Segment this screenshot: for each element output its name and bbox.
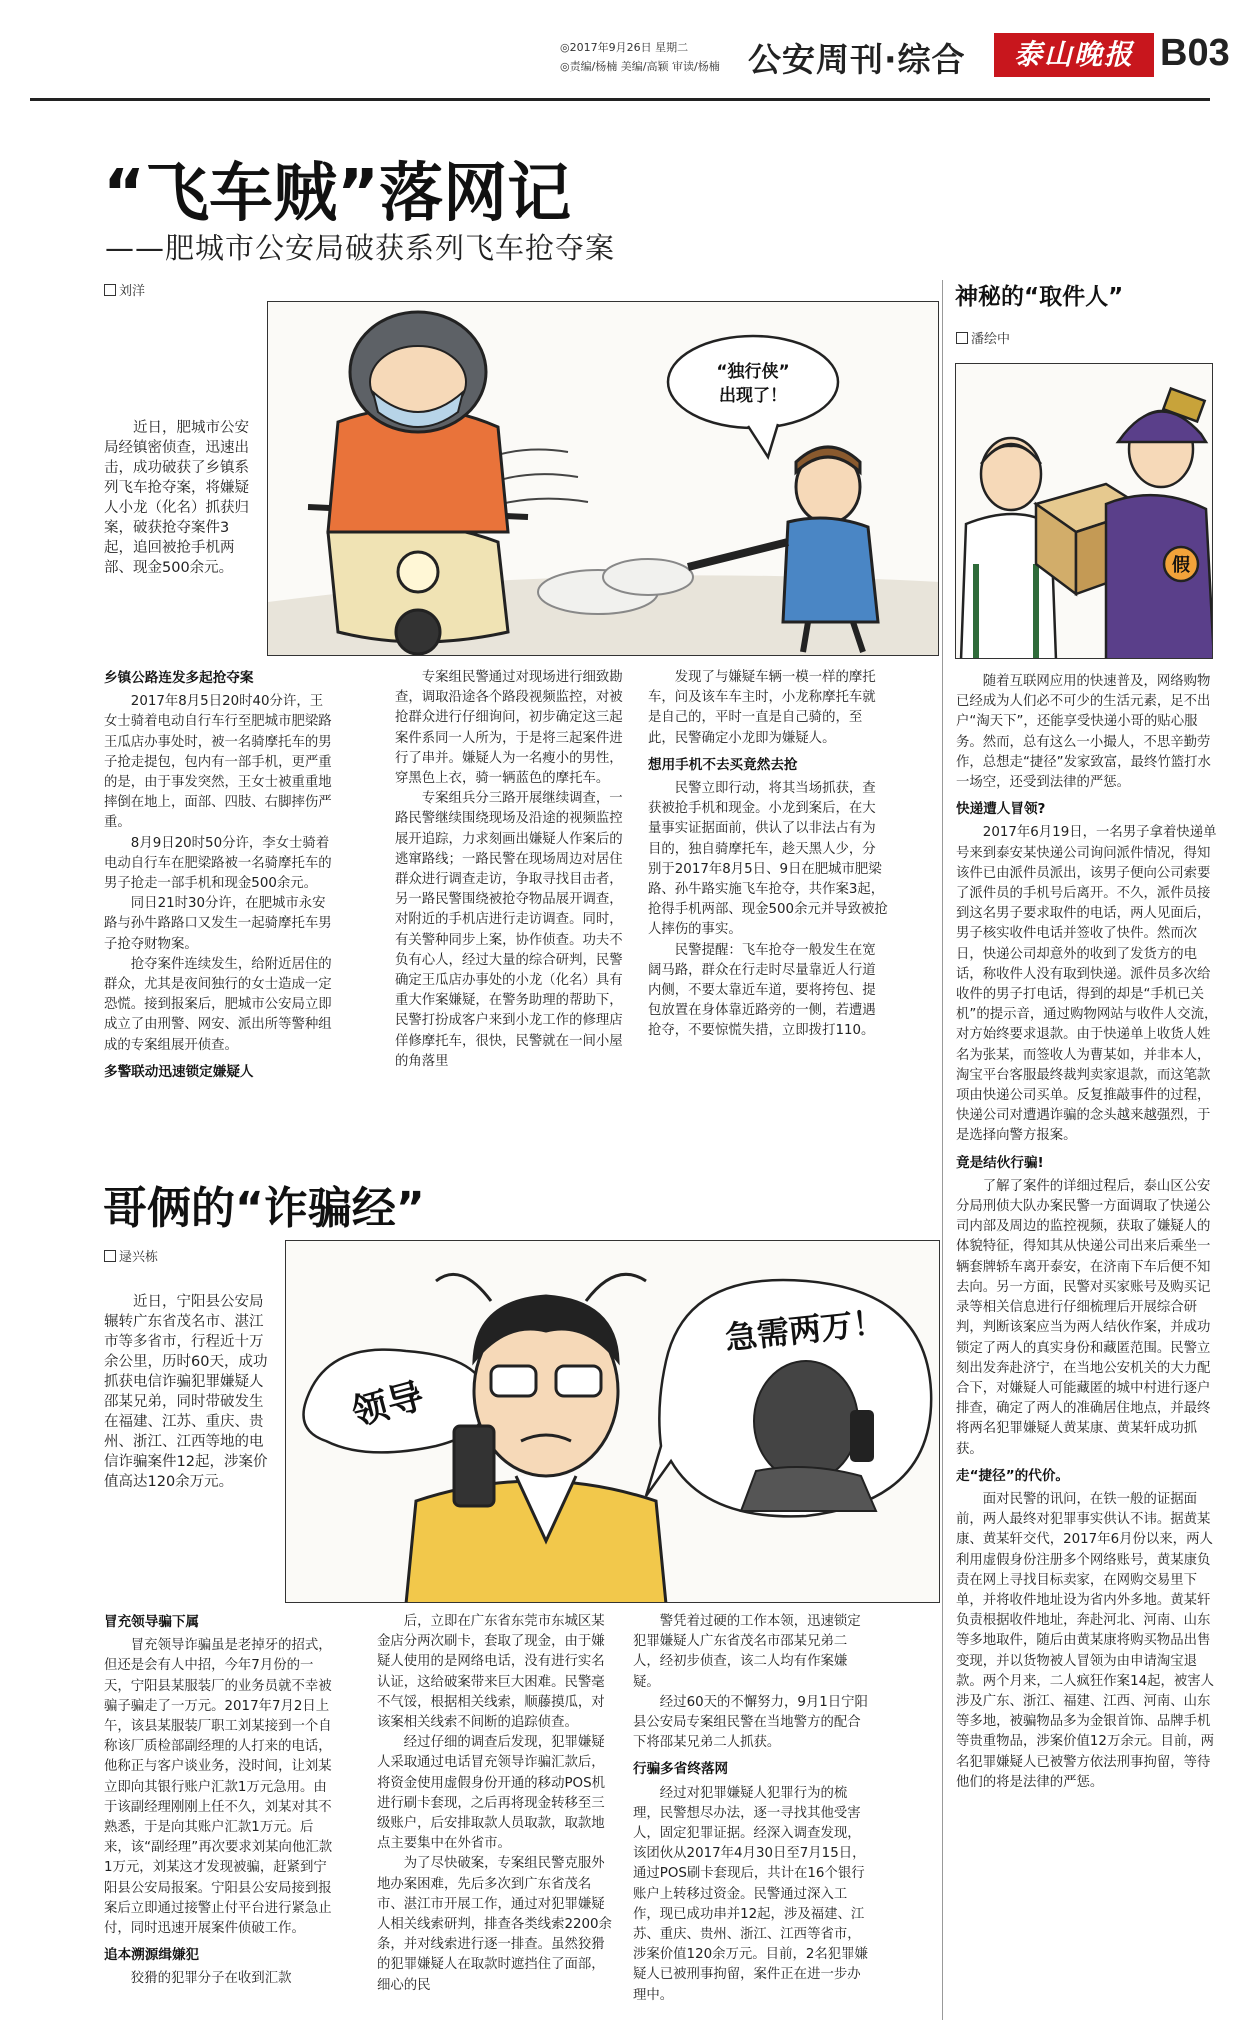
paragraph: 经过对犯罪嫌疑人犯罪行为的梳理，民警想尽办法，逐一寻找其他受害人，固定犯罪证据。经深入调查发现，该团伙从2017年4月30日至7月15日，通过POS刷卡套现后，共计在16个银行账户上转移过资金。民警通过深入工作，现已成功串并12起，涉及福建、江苏、重庆、贵州、浙江、江西等省市，涉案价值120余万元。目前，2名犯罪嫌疑人已被刑事拘留，案件正在进一步办理中。	[633, 1785, 868, 2003]
paragraph: 冒充领导诈骗虽是老掉牙的招式，但还是会有人中招，今年7月份的一天，宁阳县某服装厂的业务员就不幸被骗子骗走了一万元。2017年7月2日上午，该县某服装厂职工刘某接到一个自称该厂质检部副经理的人打来的电话，他称正与客户谈业务，没时间，让刘某立即向其银行账户汇款1万元急用。由于该副经理刚刚上任不久，刘某对其不熟悉，于是向其账户汇款1万元。后来，该“副经理”再次要求刘某向他汇款1万元，刘某这才发现被骗，赶紧到宁阳县公安局报案。宁阳县公安局接到报案后立即通过接警止付平台进行紧急止付，同时迅速开展案件侦破工作。	[104, 1638, 333, 1937]
story3-illustration	[955, 363, 1213, 659]
subheading: 冒充领导骗下属	[104, 1614, 200, 1630]
subheading: 行骗多省终落网	[633, 1761, 729, 1778]
paragraph: 面对民警的讯问，在铁一般的证据面前，两人最终对犯罪事实供认不讳。据黄某康、黄某轩交代，2017年6月份以来，两人利用虚假身份注册多个网络账号，黄某康负责在网上寻找目标卖家，在网购交易里下单，并将收件地址设为省内外多地。黄某轩负责根据收件地址，奔赴河北、河南、山东等多地取件，随后由黄某康将购买物品出售变现，并以货物被人冒领为由申请淘宝退款。两个月来，二人疯狂作案14起，被害人涉及广东、浙江、福建、江西、河南、山东等多地，被骗物品多为金银首饰、品牌手机等贵重物品，涉案价值12万余元。目前，两名犯罪嫌疑人已被警方依法刑事拘留，等待他们的将是法律的严惩。	[956, 1491, 1215, 1790]
paragraph: 狡猾的犯罪分子在收到汇款	[130, 1971, 292, 1987]
story1-illustration	[267, 301, 939, 656]
story2-lead: 近日，宁阳县公安局辗转广东省茂名市、湛江市等多省市，行程近十万余公里，历时60天，成功抓获电信诈骗犯罪嫌疑人邵某兄弟，同时带破发生在福建、江苏、重庆、贵州、浙江、江西等地的电信诈骗案件12起，涉案价值高达120余万元。	[104, 1294, 268, 1490]
paragraph: 后，立即在广东省东莞市东城区某金店分两次刷卡，套取了现金，由于嫌疑人使用的是网络电话，没有进行实名认证，这给破案带来巨大困难。民警毫不气馁，根据相关线索，顺藤摸瓜，对该案相关线索不间断的追踪侦查。	[377, 1614, 605, 1731]
story1-subtitle: ——肥城市公安局破获系列飞车抢夺案	[105, 231, 616, 265]
motorbike-thief-illustration	[268, 302, 939, 656]
paragraph: 经过60天的不懈努力，9月1日宁阳县公安局专案组民警在当地警方的配合下将邵某兄弟二人抓获。	[633, 1694, 868, 1751]
story3-body	[956, 672, 1218, 2032]
story3-title: 神秘的“取件人”	[955, 284, 1124, 310]
paragraph: 警凭着过硬的工作本领，迅速锁定犯罪嫌疑人广东省茂名市邵某兄弟二人，经初步侦查，该二人均有作案嫌疑。	[633, 1614, 861, 1690]
story2-byline: 逯兴栋	[104, 1246, 158, 1265]
story2-title: 哥俩的“诈骗经”	[103, 1183, 425, 1234]
story1-col1	[104, 668, 336, 1098]
paragraph: 经过仔细的调查后发现，犯罪嫌疑人采取通过电话冒充领导诈骗汇款后，将资金使用虚假身份开通的移动POS机进行刷卡套现，之后再将现金转移至三级账户，后安排取款人员取款，取款地点主要集中在外省市。	[377, 1735, 605, 1852]
header-editors: ◎责编/杨楠 美编/高颖 审读/杨楠	[560, 60, 720, 73]
paragraph: 专案组民警通过对现场进行细致勘查，调取沿途各个路段视频监控，对被抢群众进行仔细询问，初步确定这三起案件系同一人所为，于是将三起案件进行了串并。嫌疑人为一名瘦小的男性，穿黑色上衣，骑一辆蓝色的摩托车。	[395, 670, 623, 787]
subheading: 想用手机不去买竟然去抢	[648, 756, 798, 773]
fake-badge-label: 假	[1172, 555, 1190, 576]
paragraph: 抢夺案件连续发生，给附近居住的群众，尤其是夜间独行的女士造成一定恐慌。接到报案后，肥城市公安局立即成立了由刑警、网安、派出所等警种组成的专案组展开侦查。	[104, 956, 332, 1053]
paragraph: 专案组兵分三路开展继续调查，一路民警继续围绕现场及沿途的视频监控展开追踪，力求刻画出嫌疑人作案后的逃窜路线；一路民警在现场周边对居住群众进行调查走访，争取寻找目击者，另一路民警围绕被抢夺物品展开调查，对附近的手机店进行走访调查。同时，有关警种同步上案，协作侦查。功夫不负有心人，经过大量的综合研判，民警确定王瓜店办事处的小龙（化名）具有重大作案嫌疑，在警务助理的帮助下，民警打扮成客户来到小龙工作的修理店佯修摩托车，很快，民警就在一间小屋的角落里	[395, 791, 623, 1069]
fake-courier-illustration	[956, 364, 1213, 659]
paragraph: 同日21时30分许，在肥城市永安路与孙牛路路口又发生一起骑摩托车男子抢夺财物案。	[104, 896, 332, 952]
paragraph: 随着互联网应用的快速普及，网络购物已经成为人们必不可少的生活元素，足不出户“淘天下”，还能享受快递小哥的贴心服务。然而，总有这么一小撮人，不思辛勤劳作，总想走“捷径”发家致富，最终竹篮打水一场空，还受到法律的严惩。	[956, 674, 1211, 791]
paragraph: 2017年6月19日，一名男子拿着快递单号来到泰安某快递公司询问派件情况，得知该件已由派件员派出，该男子便向公司索要了派件员的手机号后离开。不久，派件员接到这名男子要求取件的电话，两人见面后，男子核实收件电话并签收了快件。然而次日，快递公司却意外的收到了发货方的电话，称收件人没有取到快递。派件员多次给收件的男子打电话，得到的却是“手机已关机”的提示音，通过购物网站与收件人交流，对方始终要求退款。由于快递单上收货人姓名为张某，而签收人为曹某如，并非本人，淘宝平台客服最终裁判卖家退款，而这笔款项由快递公司买单。反复推敲事件的过程，快递公司对遭遇诈骗的念头越来越强烈，于是选择向警方报案。	[956, 825, 1218, 1144]
paragraph: 2017年8月5日20时40分许，王女士骑着电动自行车行至肥城市肥梁路王瓜店办事处时，被一名骑摩托车的男子抢走提包，包内有一部手机，更严重的是，由于事发突然，王女士被重重地摔倒在地上，面部、四肢、右脚摔伤严重。	[104, 694, 332, 831]
subheading: 走“捷径”的代价。	[956, 1467, 1070, 1484]
section-title: 公安周刊·综合	[748, 40, 966, 79]
story2-col2	[377, 1612, 612, 2032]
story1-title: “飞车贼”落网记	[103, 157, 572, 231]
paragraph: 发现了与嫌疑车辆一模一样的摩托车，问及该车车主时，小龙称摩托车就是自己的，平时一直是自己骑的，至此，民警确定小龙即为嫌疑人。	[648, 670, 876, 746]
subheading: 快递遭人冒领?	[956, 801, 1046, 818]
column-divider	[942, 280, 943, 2020]
header-date: ◎2017年9月26日 星期二	[560, 41, 689, 54]
story2-bubble-right: 急需两万！	[723, 1302, 887, 1358]
paragraph: 民警提醒：飞车抢夺一般发生在宽阔马路，群众在行走时尽量靠近人行道内侧，不要太靠近车道，要将挎包、提包放置在身体靠近路旁的一侧，若遭遇抢夺，不要惊慌失措，立即拨打110。	[648, 942, 876, 1039]
story1-lead: 近日，肥城市公安局经镇密侦查，迅速出击，成功破获了乡镇系列飞车抢夺案，将嫌疑人小龙（化名）抓获归案，破获抢夺案件3起，追回被抢手机两部、现金500余元。	[104, 420, 249, 576]
header-meta	[560, 38, 740, 76]
newspaper-logo: 泰山晚报	[994, 33, 1154, 77]
story3-byline: 潘绘中	[956, 328, 1010, 347]
story2-bubble-left: 领导	[347, 1375, 429, 1435]
story2-col1	[104, 1612, 336, 2032]
story1-col2	[395, 668, 630, 1098]
story1-col3	[648, 668, 888, 1098]
story1-bubble-text: “独行侠”出现了！	[716, 362, 790, 406]
story1-byline: 刘洋	[104, 280, 145, 299]
phone-scam-illustration	[286, 1241, 940, 1603]
subheading: 追本溯源缉嫌犯	[104, 1947, 200, 1964]
subheading: 竟是结伙行骗!	[956, 1154, 1044, 1171]
subheading: 多警联动迅速锁定嫌疑人	[104, 1063, 254, 1080]
paragraph: 了解了案件的详细过程后，泰山区公安分局刑侦大队办案民警一方面调取了快递公司内部及周边的监控视频，获取了嫌疑人的体貌特征，得知其从快递公司出来后乘坐一辆套牌轿车离开泰安，在济南下车后便不知去向。另一方面，民警对买家账号及购买记录等相关信息进行仔细梳理后开展综合研判，判断该案应当为两人结伙作案，并成功锁定了两人的真实身份和藏匿范围。民警立刻出发奔赴济宁，在当地公安机关的大力配合下，对嫌疑人可能藏匿的城中村进行逐户排查，确定了两人的准确居住地点，并最终将两名犯罪嫌疑人黄某康、黄某轩成功抓获。	[956, 1178, 1211, 1457]
paragraph: 为了尽快破案，专案组民警克服外地办案困难，先后多次到广东省茂名市、湛江市开展工作，通过对犯罪嫌疑人相关线索研判，排查各类线索2200余条，并对线索进行逐一排查。虽然狡猾的犯罪嫌疑人在取款时遮挡住了面部，细心的民	[377, 1856, 612, 1993]
story2-illustration	[285, 1240, 940, 1603]
page-number: B03	[1160, 32, 1230, 74]
header-rule	[30, 98, 1210, 101]
paragraph: 8月9日20时50分许，李女士骑着电动自行车在肥梁路被一名骑摩托车的男子抢走一部手机和现金500余元。	[104, 835, 332, 892]
subheading: 乡镇公路连发多起抢夺案	[104, 670, 254, 686]
story2-col3	[633, 1612, 871, 2032]
paragraph: 民警立即行动，将其当场抓获，查获被抢手机和现金。小龙到案后，在大量事实证据面前，供认了以非法占有为目的，独自骑摩托车，趁天黑人少，分别于2017年8月5日、9日在肥城市肥梁路、孙牛路实施飞车抢夺，共作案3起，抢得手机两部、现金500余元并导致被抢人摔伤的事实。	[648, 781, 888, 938]
